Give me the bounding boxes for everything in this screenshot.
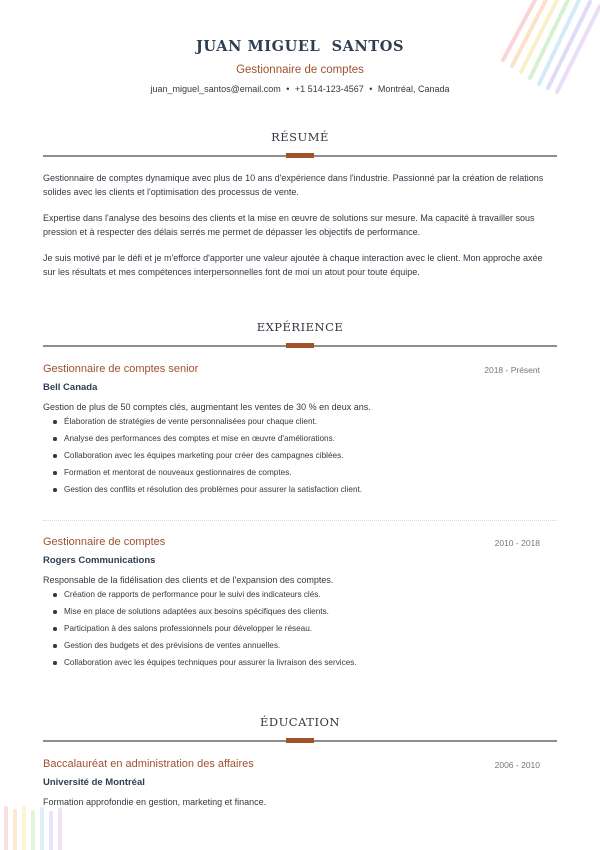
job-responsibilities-list [43, 417, 362, 502]
job-company: Bell Canada [43, 382, 98, 393]
section-divider-accent [286, 343, 314, 348]
job-description: Gestion de plus de 50 comptes clés, augmentant les ventes de 30 % en deux ans. [43, 402, 371, 412]
list-item: Collaboration avec les équipes marketing pour créer des campagnes ciblées. [43, 451, 362, 468]
list-item: Création de rapports de performance pour le suivi des indicateurs clés. [43, 590, 357, 607]
list-item: Participation à des salons professionnels pour développer le réseau. [43, 624, 357, 641]
candidate-name: JUAN MIGUEL SANTOS [195, 38, 405, 55]
contact-email: juan_miguel_santos@email.com [150, 84, 281, 94]
list-item: Analyse des performances des comptes et mise en œuvre d'améliorations. [43, 434, 362, 451]
education-school: Université de Montréal [43, 777, 145, 788]
list-item: Collaboration avec les équipes techniques pour assurer la livraison des services. [43, 658, 357, 675]
summary-paragraph: Je suis motivé par le défi et je m'efforce d'apporter une valeur ajoutée à chaque interaction avec le client. Mon approche axée sur les résultats et mes compétences interpersonnelles font de moi un atout pour toute équipe. [43, 253, 543, 277]
list-item: Gestion des budgets et des prévisions de ventes annuelles. [43, 641, 357, 658]
list-item: Formation et mentorat de nouveaux gestionnaires de comptes. [43, 468, 362, 485]
entry-separator [43, 520, 557, 521]
job-dates: 2018 - Présent [484, 365, 540, 375]
list-item: Mise en place de solutions adaptées aux besoins spécifiques des clients. [43, 607, 357, 624]
job-title: Gestionnaire de comptes [43, 536, 166, 548]
education-degree: Baccalauréat en administration des affaires [43, 758, 254, 770]
contact-location: Montréal, Canada [377, 84, 450, 94]
section-heading-summary: RÉSUMÉ [271, 130, 329, 144]
education-description: Formation approfondie en gestion, marketing et finance. [43, 797, 267, 807]
rainbow-stripes-decoration-bottom [0, 802, 75, 850]
section-divider-accent [286, 153, 314, 158]
contact-separator: • [286, 84, 290, 94]
contact-separator: • [369, 84, 373, 94]
education-dates: 2006 - 2010 [494, 760, 540, 770]
section-heading-experience: EXPÉRIENCE [256, 320, 344, 334]
list-item: Gestion des conflits et résolution des problèmes pour assurer la satisfaction client. [43, 485, 362, 502]
job-dates: 2010 - 2018 [494, 538, 540, 548]
job-description: Responsable de la fidélisation des clients et de l'expansion des comptes. [43, 575, 334, 585]
section-heading-education: ÉDUCATION [260, 715, 340, 729]
contact-line [43, 84, 557, 94]
list-item: Élaboration de stratégies de vente personnalisées pour chaque client. [43, 417, 362, 434]
summary-paragraph: Expertise dans l'analyse des besoins des clients et la mise en œuvre de solutions sur mesure. Ma capacité à travailler sous pression et à respecter des délais serrés me permet de dépasser les objectifs de performance. [43, 213, 535, 237]
job-responsibilities-list [43, 590, 357, 675]
summary-paragraph: Gestionnaire de comptes dynamique avec plus de 10 ans d'expérience dans l'industrie. Passionné par la création de relations solides avec les clients et l'optimisation des processus de vente. [43, 173, 544, 197]
candidate-job-title: Gestionnaire de comptes [236, 64, 364, 76]
job-title: Gestionnaire de comptes senior [43, 363, 199, 375]
section-divider-accent [286, 738, 314, 743]
job-company: Rogers Communications [43, 555, 156, 566]
contact-phone: +1 514-123-4567 [294, 84, 364, 94]
